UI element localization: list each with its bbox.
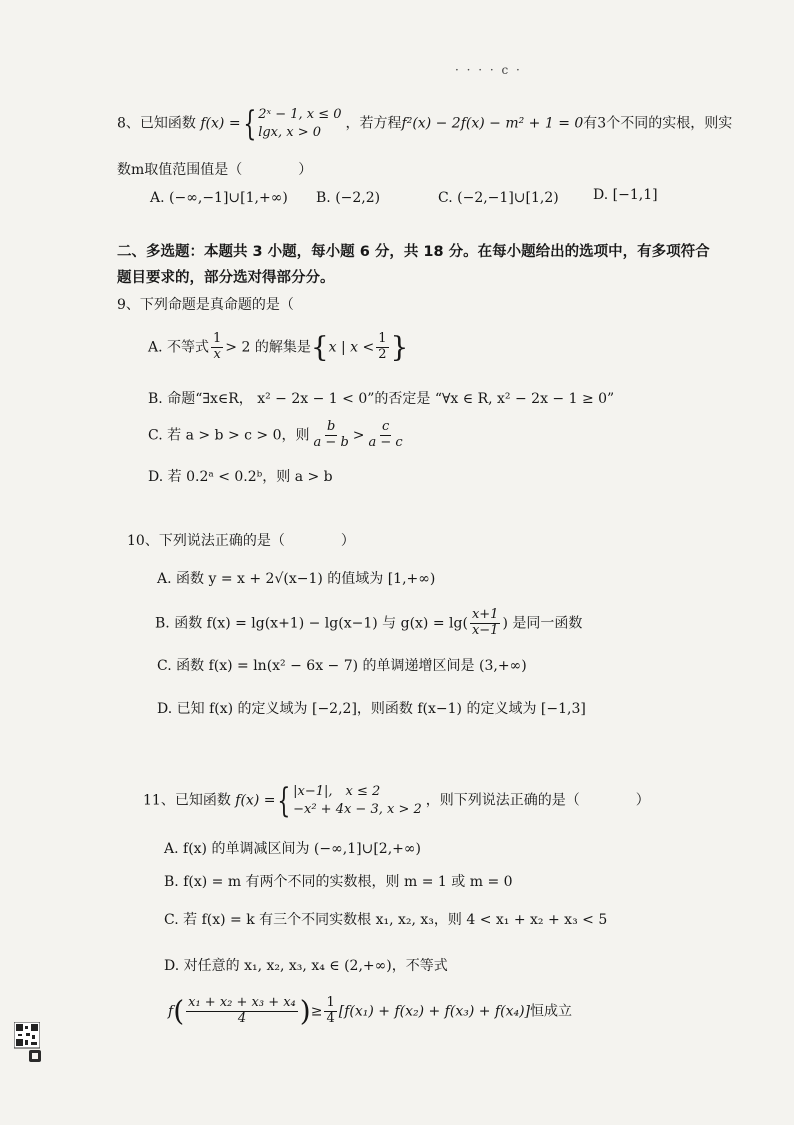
q9-a-brace-open: { xyxy=(310,330,329,364)
q11-d-sum: [f(x₁) + f(x₂) + f(x₃) + f(x₄)] xyxy=(338,1003,531,1020)
q9-stem: 9、下列命题是真命题的是（ xyxy=(117,297,294,313)
q11-b-label: B. xyxy=(164,874,179,890)
q11-case1: |x−1|, x ≤ 2 xyxy=(293,784,381,799)
q11-d-fraction xyxy=(186,996,298,1027)
q8-line2: 数m取值范围值是（ ） xyxy=(117,162,313,178)
q8-option-b xyxy=(316,190,380,206)
q9-a-text1: 不等式 xyxy=(167,339,210,356)
q8-option-b-label: B. xyxy=(316,190,331,206)
q10-b-num: x+1 xyxy=(471,607,499,622)
q9-a-text2: > 2 的解集是 xyxy=(225,339,311,356)
q11-c-text: 若 f(x) = k 有三个不同实数根 x₁, x₂, x₃，则 4 < x₁ + x₂ + x₃ < 5 xyxy=(183,912,608,928)
q8-option-b-text: (−2,2) xyxy=(335,190,381,206)
q10-option-a xyxy=(157,570,435,589)
q11-d-inequality xyxy=(168,996,572,1027)
scanner-logo-icon xyxy=(29,1050,41,1062)
q9-c-num2: c xyxy=(381,419,390,434)
q8-option-a-label: A. xyxy=(150,190,165,206)
q8-case2: lgx, x > 0 xyxy=(258,124,322,140)
q8-func: f(x) = xyxy=(200,115,241,132)
q9-a-brace-close: } xyxy=(390,330,409,364)
q8-option-d-label: D. xyxy=(593,187,609,203)
q9-c-fraction2 xyxy=(367,420,405,451)
q11-cases xyxy=(293,783,422,818)
q9-a-frac-den: x xyxy=(213,346,221,362)
q11-option-a xyxy=(164,840,421,859)
q9-a-set-fraction xyxy=(376,332,388,363)
q11-number: 11、 xyxy=(143,792,175,809)
q9-a-frac-num: 1 xyxy=(213,331,222,346)
qr-code-icon xyxy=(14,1022,40,1070)
q8-stem-c: 有3个不同的实根，则实 xyxy=(583,115,733,132)
q11-d-f: f xyxy=(168,1003,174,1020)
q9-c-gt: > xyxy=(352,427,365,444)
q10-option-d xyxy=(157,700,586,719)
header-mark: · · · · c · xyxy=(455,63,522,77)
q10-c-label: C. xyxy=(157,658,172,674)
q11-d-den: 4 xyxy=(237,1010,247,1026)
q11-option-c xyxy=(164,911,607,930)
q9-b-text: 命题“∃x∈R， x² − 2x − 1 < 0”的否定是 “∀x ∈ R, x² − 2x − 1 ≥ 0” xyxy=(167,391,615,407)
q9-option-a xyxy=(148,332,408,363)
q11-stem-b: ，则下列说法正确的是（ ） xyxy=(425,792,650,809)
q8-stem-b: ，若方程 xyxy=(345,115,402,132)
q9-a-fraction xyxy=(211,332,223,363)
q8-option-c-text: (−2,−1]∪[1,2) xyxy=(457,190,559,206)
q8-equation: f²(x) − 2f(x) − m² + 1 = 0 xyxy=(401,115,584,132)
q11-func: f(x) = xyxy=(235,792,276,809)
q11-a-label: A. xyxy=(164,841,179,857)
q10-option-c xyxy=(157,657,527,676)
q8-option-c-label: C. xyxy=(438,190,453,206)
q10-d-text: 已知 f(x) 的定义域为 [−2,2]，则函数 f(x−1) 的定义域为 [−1,3] xyxy=(176,701,586,717)
q11-option-b xyxy=(164,873,513,892)
q11-stem-a: 已知函数 xyxy=(174,792,231,809)
q11-d-tail: 恒成立 xyxy=(530,1003,573,1020)
q9-c-text1: 若 a > b > c > 0，则 xyxy=(167,427,310,444)
q8-option-d-text: [−1,1] xyxy=(612,187,658,203)
q9-b-label: B. xyxy=(148,391,163,407)
q9-c-den2: a − c xyxy=(368,434,403,450)
q8-option-a-text: (−∞,−1]∪[1,+∞) xyxy=(169,190,288,206)
q9-a-set-num: 1 xyxy=(378,331,387,346)
q10-option-b xyxy=(155,608,582,639)
q11-d-paren-open: ( xyxy=(173,994,185,1028)
q9-a-label: A. xyxy=(148,339,163,356)
q10-b-text1: 函数 f(x) = lg(x+1) − lg(x−1) 与 g(x) = lg( xyxy=(174,615,468,632)
q9-c-label: C. xyxy=(148,427,163,444)
q11-c-label: C. xyxy=(164,912,179,928)
q9-d-text: 若 0.2ᵃ < 0.2ᵇ，则 a > b xyxy=(167,469,333,485)
q9-a-set: x | x < xyxy=(328,339,375,356)
q11-d-q-num: 1 xyxy=(326,995,335,1010)
q8-case1: 2ˣ − 1, x ≤ 0 xyxy=(258,107,342,122)
q10-b-label: B. xyxy=(155,615,170,632)
q10-a-text: 函数 y = x + 2√(x−1) 的值域为 [1,+∞) xyxy=(176,571,436,587)
q8-option-a xyxy=(150,190,288,206)
q11-stem xyxy=(143,780,650,821)
q8-cases xyxy=(258,106,341,141)
q11-b-text: f(x) = m 有两个不同的实数根，则 m = 1 或 m = 0 xyxy=(183,874,513,890)
q9-d-label: D. xyxy=(148,469,164,485)
q10-a-label: A. xyxy=(157,571,172,587)
q11-d-ge: ≥ xyxy=(310,1003,323,1020)
q11-a-text: f(x) 的单调减区间为 (−∞,1]∪[2,+∞) xyxy=(183,841,421,857)
q10-d-label: D. xyxy=(157,701,173,717)
q8-number: 8、 xyxy=(117,115,140,132)
q11-d-paren-close: ) xyxy=(299,994,311,1028)
q9-option-c xyxy=(148,420,407,451)
q11-d-num: x₁ + x₂ + x₃ + x₄ xyxy=(188,995,296,1010)
q11-option-d xyxy=(164,957,448,976)
q10-b-den: x−1 xyxy=(471,622,499,638)
q11-case2: −x² + 4x − 3, x > 2 xyxy=(293,801,422,817)
section2-line2: 题目要求的，部分选对得部分分。 xyxy=(117,270,335,286)
q11-brace: { xyxy=(277,780,291,821)
q10-b-text2: ) 是同一函数 xyxy=(502,615,583,632)
q10-b-fraction xyxy=(470,608,501,639)
q9-c-den1: a − b xyxy=(313,434,349,450)
q9-c-fraction1 xyxy=(312,420,351,451)
q9-a-set-den: 2 xyxy=(378,346,387,362)
q11-d-text: 对任意的 x₁, x₂, x₃, x₄ ∈ (2,+∞)，不等式 xyxy=(183,958,448,974)
q9-c-num1: b xyxy=(326,419,336,434)
q8-option-d xyxy=(593,187,658,203)
q8-stem-a: 已知函数 xyxy=(139,115,196,132)
q11-d-quarter xyxy=(324,996,336,1027)
q9-option-d xyxy=(148,468,333,487)
q11-d-q-den: 4 xyxy=(326,1010,335,1026)
q8-stem xyxy=(117,103,733,144)
q10-c-text: 函数 f(x) = ln(x² − 6x − 7) 的单调递增区间是 (3,+∞) xyxy=(176,658,527,674)
section2-line1: 二、多选题：本题共 3 小题，每小题 6 分，共 18 分。在每小题给出的选项中，有多项符合 xyxy=(117,244,710,260)
q9-option-b xyxy=(148,390,614,409)
q11-d-label: D. xyxy=(164,958,180,974)
q10-stem: 10、下列说法正确的是（ ） xyxy=(127,533,355,549)
q8-option-c xyxy=(438,190,559,206)
q8-brace: { xyxy=(242,103,256,144)
